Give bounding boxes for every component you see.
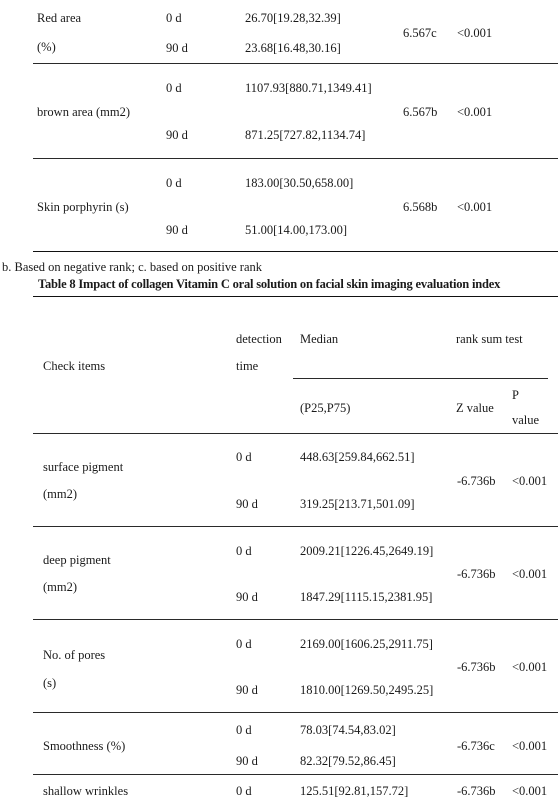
t8-row2-z: -6.736b (457, 567, 496, 581)
t8-header-detection: detection (236, 332, 282, 346)
t7-row-divider (33, 158, 558, 159)
t7-row3-time1: 0 d (166, 176, 182, 190)
t8-header-time: time (236, 359, 259, 373)
t8-row5-item: shallow wrinkles (43, 784, 129, 798)
t7-row1-item-line1: Red area (37, 11, 82, 25)
t7-row2-item: brown area (mm2) (37, 105, 131, 119)
t8-row2-value1: 2009.21[1226.45,2649.19] (300, 544, 434, 558)
table8-title: Table 8 Impact of collagen Vitamin C oral solution on facial skin imaging evaluation index (38, 277, 501, 291)
t8-header-median: Median (300, 332, 339, 346)
t7-row2-time2: 90 d (166, 128, 188, 142)
t7-row2-time1: 0 d (166, 81, 182, 95)
t8-row3-value1: 2169.00[1606.25,2911.75] (300, 637, 433, 651)
t8-row1-time1: 0 d (236, 450, 252, 464)
t8-row1-time2: 90 d (236, 497, 258, 511)
t8-row4-item: Smoothness (%) (43, 739, 126, 753)
t8-header-p25p75: (P25,P75) (300, 401, 351, 415)
t8-row-divider (33, 774, 558, 775)
t7-row3-p: <0.001 (457, 200, 493, 214)
t8-row3-p: <0.001 (512, 660, 548, 674)
t7-row3-value1: 183.00[30.50,658.00] (245, 176, 354, 190)
t7-row1-p: <0.001 (457, 26, 493, 40)
t7-row2-z: 6.567b (403, 105, 438, 119)
t8-row2-value2: 1847.29[1115.15,2381.95] (300, 590, 433, 604)
t8-row1-item-line1: surface pigment (43, 460, 124, 474)
t8-row2-p: <0.001 (512, 567, 548, 581)
t8-row-divider (33, 526, 558, 527)
t8-header-p: P (512, 388, 519, 402)
t8-row4-time2: 90 d (236, 754, 258, 768)
t8-row4-p: <0.001 (512, 739, 548, 753)
t8-row1-value2: 319.25[213.71,501.09] (300, 497, 415, 511)
t8-row3-value2: 1810.00[1269.50,2495.25] (300, 683, 434, 697)
t7-row1-value1: 26.70[19.28,32.39] (245, 11, 341, 25)
t7-row1-time1: 0 d (166, 11, 182, 25)
t8-header-subrule (293, 378, 548, 379)
t7-row-divider (33, 63, 558, 64)
t8-row4-z: -6.736c (457, 739, 495, 753)
t8-header-rank-sum: rank sum test (456, 332, 523, 346)
t8-row1-z: -6.736b (457, 474, 496, 488)
t8-row4-value2: 82.32[79.52,86.45] (300, 754, 396, 768)
t8-row3-time2: 90 d (236, 683, 258, 697)
t8-row3-time1: 0 d (236, 637, 252, 651)
t8-row-divider (33, 619, 558, 620)
t8-row2-time2: 90 d (236, 590, 258, 604)
t7-row2-p: <0.001 (457, 105, 493, 119)
t7-row2-value2: 871.25[727.82,1134.74] (245, 128, 366, 142)
t8-row4-value1: 78.03[74.54,83.02] (300, 723, 396, 737)
footnote: b. Based on negative rank; c. based on positive rank (2, 260, 262, 274)
t8-header-value: value (512, 413, 540, 427)
t7-row3-value2: 51.00[14.00,173.00] (245, 223, 348, 237)
t7-row1-time2: 90 d (166, 41, 188, 55)
t7-row2-value1: 1107.93[880.71,1349.41] (245, 81, 372, 95)
t8-row5-time1: 0 d (236, 784, 252, 798)
t8-row5-z: -6.736b (457, 784, 496, 798)
t8-row3-z: -6.736b (457, 660, 496, 674)
t8-row2-item-line1: deep pigment (43, 553, 111, 567)
t8-row5-p: <0.001 (512, 784, 548, 798)
t8-header-check-items: Check items (43, 359, 106, 373)
t7-row1-z: 6.567c (403, 26, 437, 40)
t7-row1-value2: 23.68[16.48,30.16] (245, 41, 341, 55)
t7-row1-item-line2: (%) (37, 40, 56, 54)
t7-row3-z: 6.568b (403, 200, 438, 214)
t8-row1-p: <0.001 (512, 474, 548, 488)
t8-row1-value1: 448.63[259.84,662.51] (300, 450, 415, 464)
t8-row5-value1: 125.51[92.81,157.72] (300, 784, 409, 798)
t8-header-zvalue: Z value (456, 401, 494, 415)
t7-row3-item: Skin porphyrin (s) (37, 200, 129, 214)
t8-row3-item-line1: No. of pores (43, 648, 106, 662)
t8-row2-item-line2: (mm2) (43, 580, 78, 594)
t8-row4-time1: 0 d (236, 723, 252, 737)
t7-row3-time2: 90 d (166, 223, 188, 237)
t8-header-bottom-rule (33, 433, 558, 434)
t8-row2-time1: 0 d (236, 544, 252, 558)
t8-top-rule (33, 296, 558, 297)
t8-row3-item-line2: (s) (43, 676, 57, 690)
t8-row-divider (33, 712, 558, 713)
t8-row1-item-line2: (mm2) (43, 487, 78, 501)
t7-bottom-rule (33, 251, 558, 252)
